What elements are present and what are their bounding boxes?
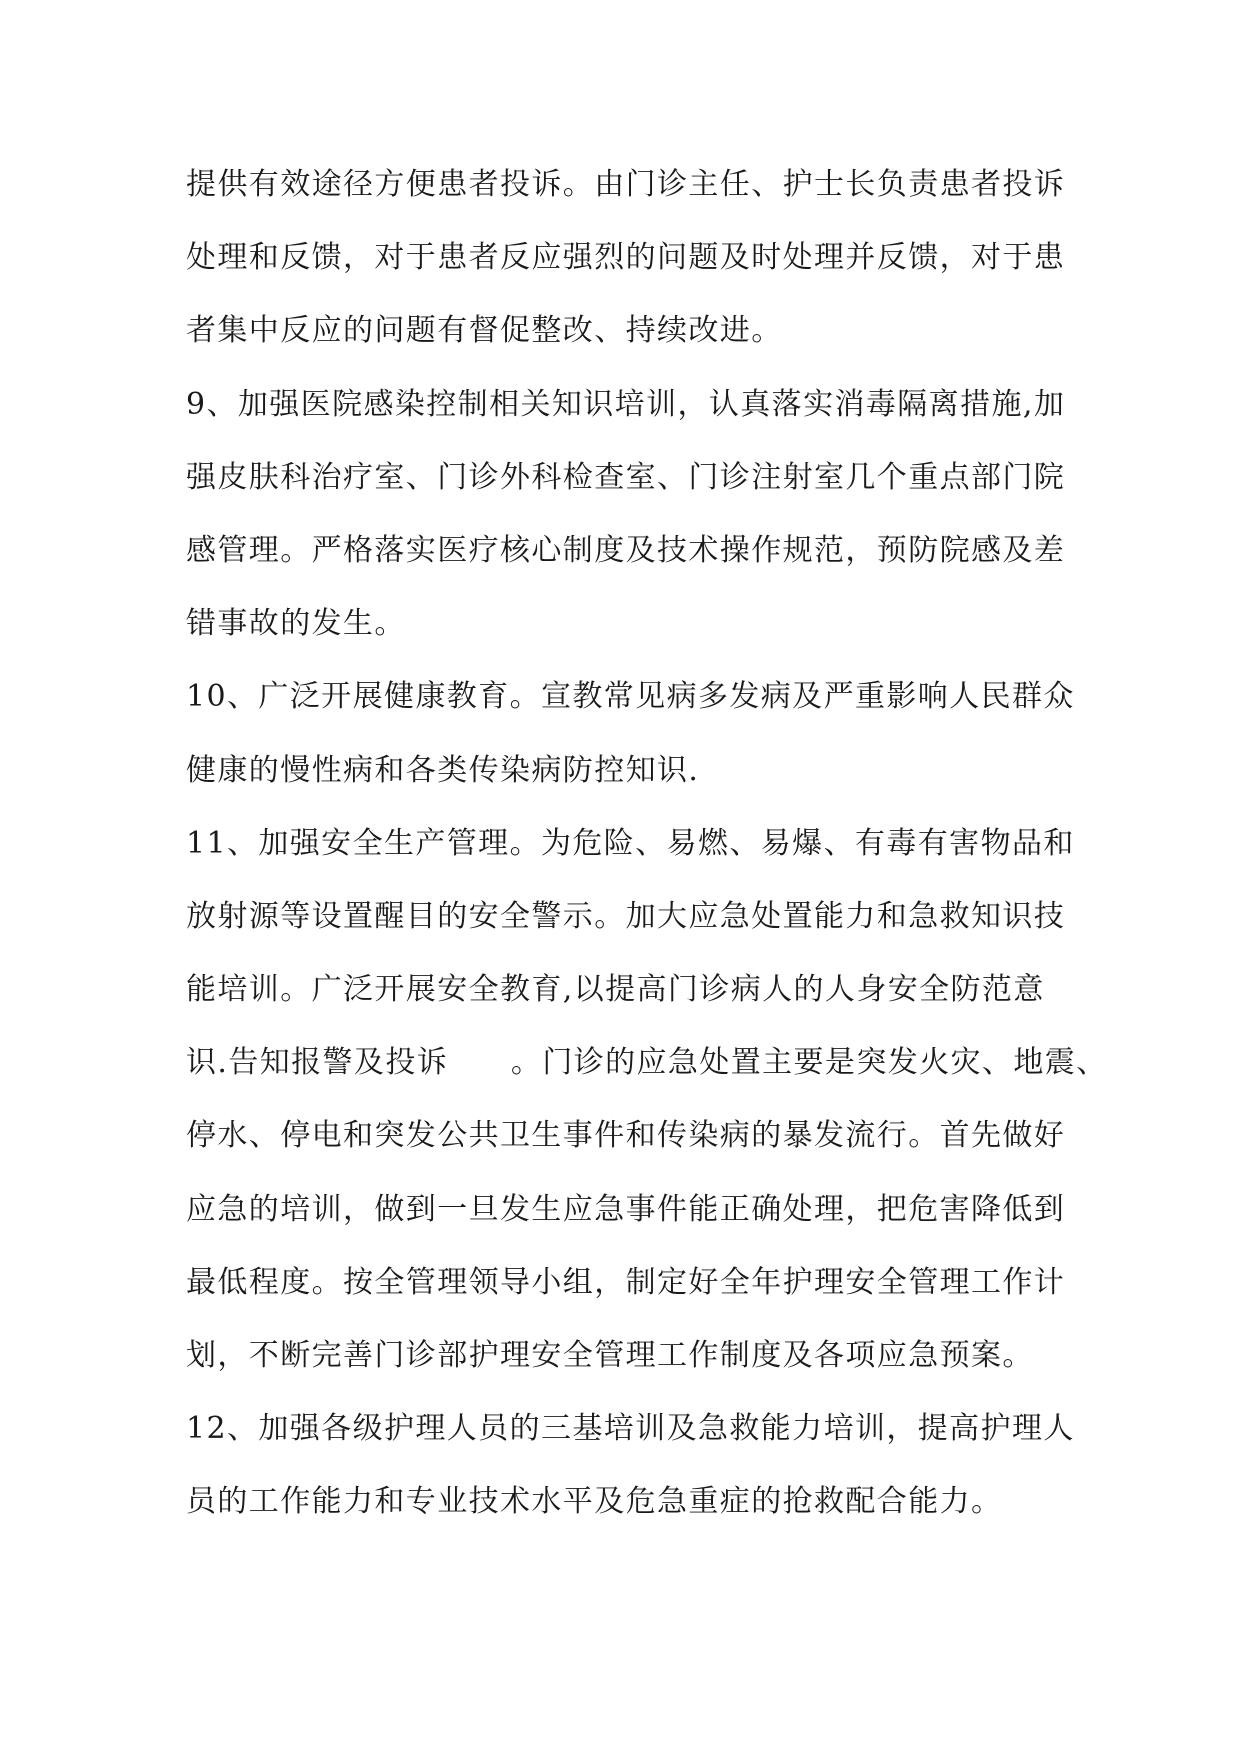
text-line: 9、加强医院感染控制相关知识培训，认真落实消毒隔离措施,加 [186, 386, 1066, 422]
document-body [186, 158, 1108, 1549]
text-line: 提供有效途径方便患者投诉。由门诊主任、护士长负责患者投诉 [186, 167, 1066, 202]
text-line: 感管理。严格落实医疗核心制度及技术操作规范，预防院感及差 [186, 532, 1066, 568]
text-line: 最低程度。按全管理领导小组，制定好全年护理安全管理工作计 [186, 1264, 1066, 1300]
text-line: 者集中反应的问题有督促整改、持续改进。 [186, 313, 783, 349]
text-line: 能培训。广泛开展安全教育,以提高门诊病人的人身安全防范意 [186, 972, 1045, 1008]
text-line: 12、加强各级护理人员的三基培训及急救能力培训，提高护理人 [186, 1411, 1075, 1447]
text-line: 11、加强安全生产管理。为危险、易燃、易爆、有毒有害物品和 [186, 825, 1075, 861]
text-line: 应急的培训，做到一旦发生应急事件能正确处理，把危害降低到 [186, 1191, 1066, 1227]
text-line: 放射源等设置醒目的安全警示。加大应急处置能力和急救知识技 [186, 898, 1066, 934]
text-line: 10、广泛开展健康教育。宣教常见病多发病及严重影响人民群众 [186, 679, 1075, 715]
text-line: 处理和反馈，对于患者反应强烈的问题及时处理并反馈，对于患 [186, 240, 1066, 276]
text-line: 识.告知报警及投诉 。门诊的应急处置主要是突发火灾、地震、 [186, 1045, 1108, 1081]
text-line: 停水、停电和突发公共卫生事件和传染病的暴发流行。首先做好 [186, 1118, 1066, 1154]
text-line: 员的工作能力和专业技术水平及危急重症的抢救配合能力。 [186, 1484, 1003, 1520]
text-line: 强皮肤科治疗室、门诊外科检查室、门诊注射室几个重点部门院 [186, 459, 1066, 495]
text-line: 错事故的发生。 [186, 606, 406, 642]
text-line: 划，不断完善门诊部护理安全管理工作制度及各项应急预案。 [186, 1338, 1034, 1373]
text-line: 健康的慢性病和各类传染病防控知识. [186, 752, 700, 788]
